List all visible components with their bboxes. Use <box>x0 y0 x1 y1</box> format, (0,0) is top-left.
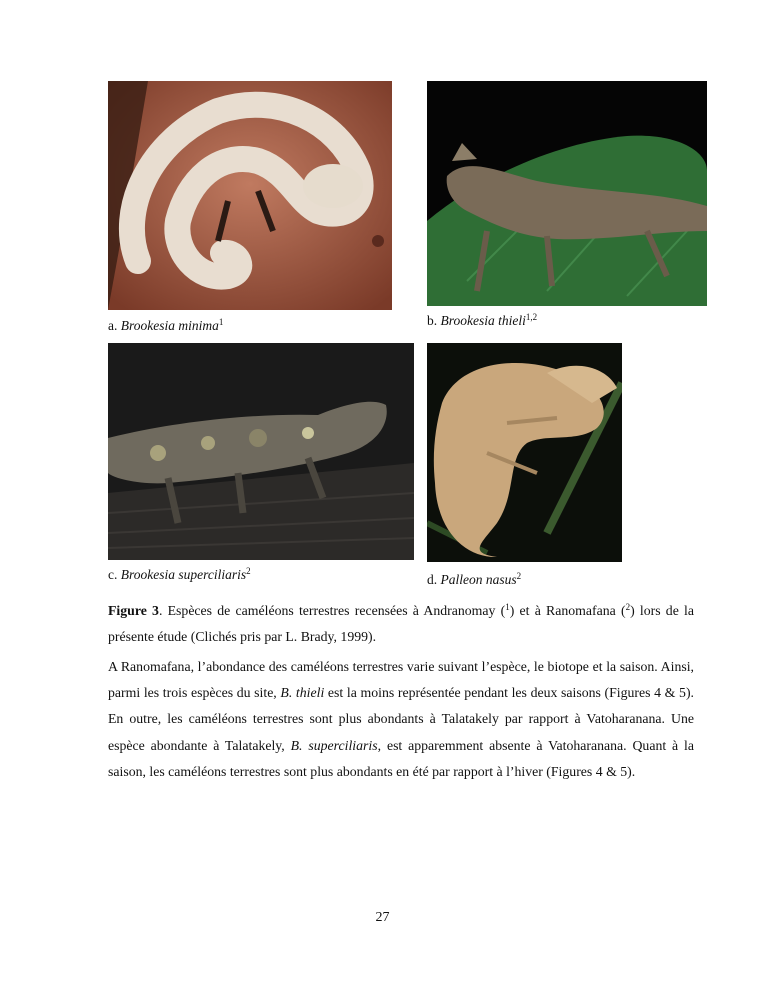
photo-brookesia-minima <box>108 81 392 310</box>
photo-brookesia-superciliaris <box>108 343 414 560</box>
species-name: Palleon nasus <box>440 572 517 587</box>
species-name: Brookesia superciliaris <box>120 567 247 582</box>
caption-b: b. Brookesia thieli$^{1,2}$ <box>427 312 538 328</box>
figure-label: Figure 3 <box>108 603 159 618</box>
figure-caption: Figure 3. Espèces de caméléons terrestres recensées à Andranomay ($^1$) et à Ranomafana ($^2$) lors de la présente étude (Clichés pris par L. Brady, 1999). <box>108 602 694 644</box>
species-name: Brookesia minima <box>120 318 219 333</box>
species-name: Brookesia thieli <box>440 313 526 328</box>
caption-c: c. Brookesia superciliaris$^2$ <box>108 566 251 582</box>
caption-a: a. Brookesia minima$^1$ <box>108 317 224 333</box>
photo-brookesia-thieli <box>427 81 707 306</box>
photo-palleon-nasus <box>427 343 622 562</box>
page-number: 27 <box>375 910 390 925</box>
body-paragraph: A Ranomafana, l’abondance des caméléons terrestres varie suivant l’espèce, le biotope et la saison. Ainsi, parmi les trois espèces du site, B. thieli est la moins représentée pendant les deux saisons (Figures 4 & 5). En outre, les caméléons terrestres sont plus abondants à Talatakely par rapport à Vatoharanana. Une espèce abondante à Talatakely, B. superciliaris, est apparemment absente à Vatoharanana. Quant à la saison, les caméléons terrestres sont plus abondants en été par rapport à l’hiver (Figures 4 & 5). <box>108 659 694 779</box>
caption-d: d. Palleon nasus$^2$ <box>427 571 522 587</box>
